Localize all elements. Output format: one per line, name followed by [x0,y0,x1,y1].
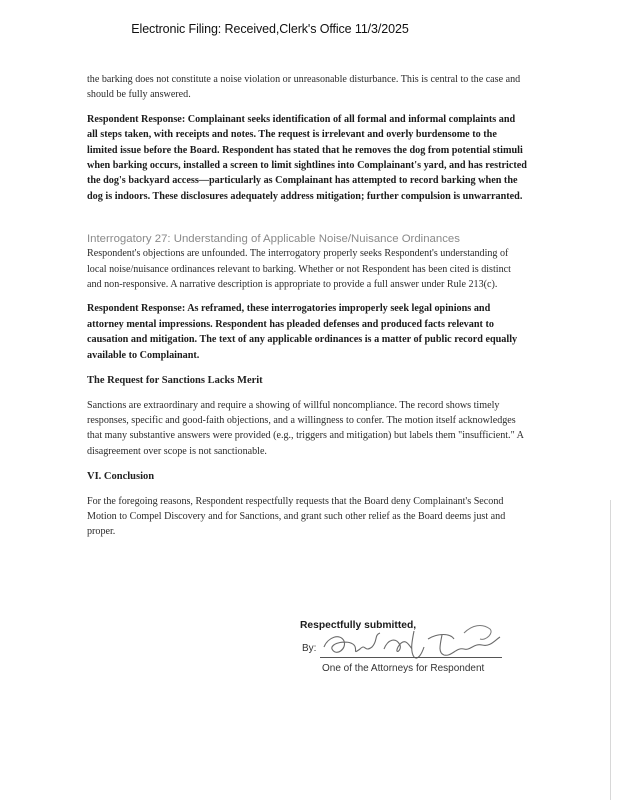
handwritten-signature [314,619,514,665]
sanctions-heading: The Request for Sanctions Lacks Merit [87,375,263,387]
signature-caption: One of the Attorneys for Respondent [322,663,485,674]
closing-text: Respectfully submitted, [300,620,417,631]
conclusion-heading: VI. Conclusion [87,471,155,483]
signature-line [320,657,502,658]
page-edge-line [610,500,611,800]
respondent-response-1: Respondent Response: Complainant seeks identification of all formal and informal complaints and all steps taken, with receipts and notes. The request is irrelevant and overly burdensome to the limited issue before the Board. Respondent has stated that he removes the dog from potential stimuli when barking occurs, installed a screen to limit sightlines into Complainant's yard, and has restricted the dog's backyard access—particularly as Complainant has attempted to record barking when the dog is indoors. These disclosures adequately address mitigation; further compulsion is unwarranted. [87,113,527,202]
respondent-response-2: Respondent Response: As reframed, these interrogatories improperly seek legal opinions and attorney mental impressions. Respondent has pleaded defenses and produced facts relevant to causation and mitigation. The text of any applicable ordinances is a matter of public record equally available to Complainant. [87,303,518,361]
interrogatory-27-paragraph: Respondent's objections are unfounded. The interrogatory properly seeks Respondent's understanding of local noise/nuisance ordinances relevant to barking. Whether or not Respondent has been cited is distinct and non-responsive. A narrative description is appropriate to provide a full answer under Rule 213(c). [87,248,511,291]
document-body [87,72,527,540]
signature-block [300,620,540,674]
conclusion-paragraph: For the foregoing reasons, Respondent respectfully requests that the Board deny Complainant's Second Motion to Compel Discovery and for Sanctions, and grant such other relief as the Board deems just and proper. [87,495,506,538]
signature-line-row [300,633,540,661]
filing-stamp: Electronic Filing: Received,Clerk's Office 11/3/2025 [131,22,409,36]
intro-paragraph: the barking does not constitute a noise violation or unreasonable disturbance. This is central to the case and should be fully answered. [87,74,521,101]
sanctions-paragraph: Sanctions are extraordinary and require a showing of willful noncompliance. The record shows timely responses, specific and good-faith objections, and a willingness to confer. The motion itself acknowledges that many substantive answers were provided (e.g., triggers and mitigation) but labels them "insufficient." A disagreement over scope is not sanctionable. [87,399,524,457]
interrogatory-27-heading: Interrogatory 27: Understanding of Applicable Noise/Nuisance Ordinances [87,233,460,246]
by-label: By: [302,643,317,654]
